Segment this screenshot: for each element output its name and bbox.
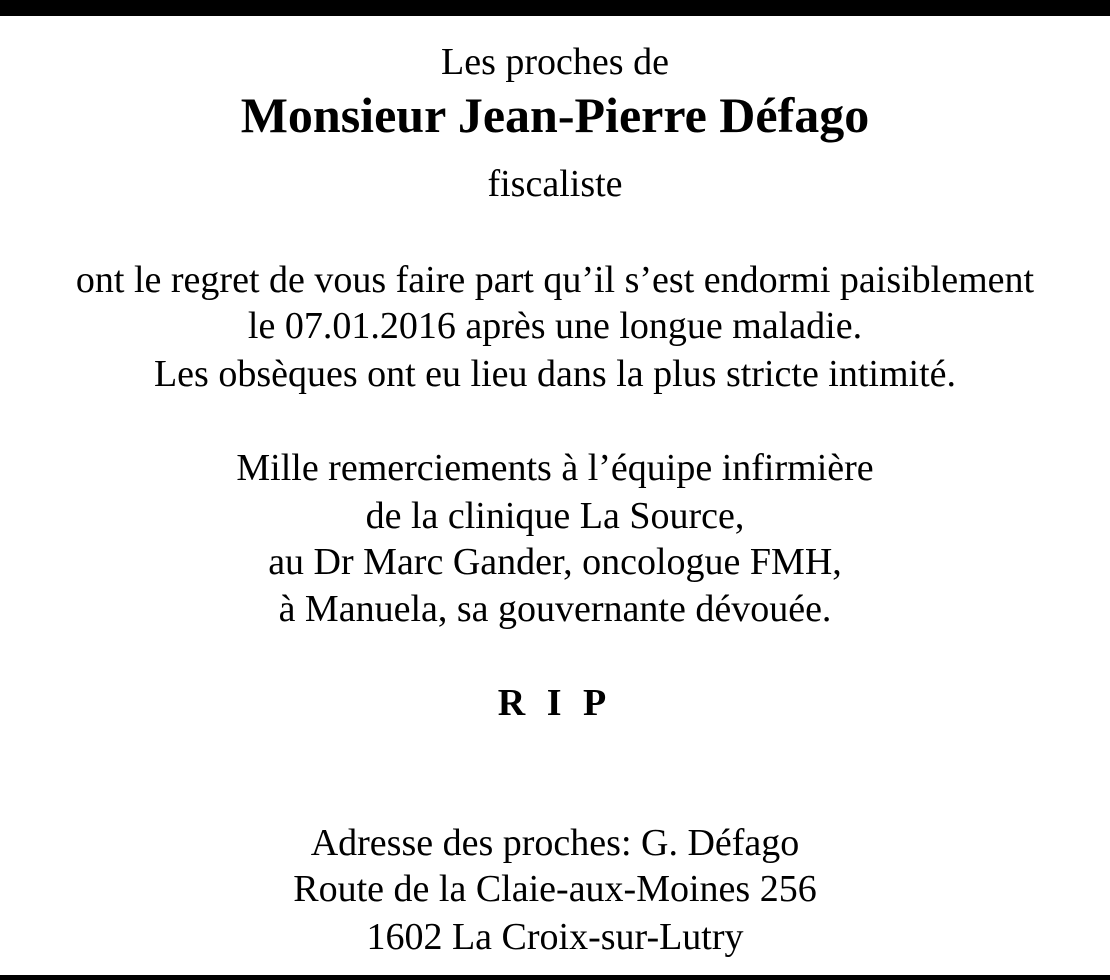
rip-text: R I P [497, 682, 613, 724]
thanks-line-2: de la clinique La Source, [365, 495, 745, 537]
top-border-rule [0, 0, 1110, 16]
announcement-line-1: ont le regret de vous faire part qu’il s’est endormi paisiblement [75, 259, 1035, 301]
profession-text: fiscaliste [487, 163, 623, 205]
thanks-line-4: à Manuela, sa gouvernante dévouée. [278, 588, 832, 630]
announcement-line-2: le 07.01.2016 après une longue maladie. [247, 305, 863, 347]
thanks-line-3: au Dr Marc Gander, oncologue FMH, [268, 541, 842, 583]
address-line-1: Adresse des proches: G. Défago [310, 822, 800, 864]
bottom-border-rule [0, 975, 1110, 980]
announcement-line-3: Les obsèques ont eu lieu dans la plus stricte intimité. [153, 353, 957, 395]
address-line-3: 1602 La Croix-sur-Lutry [366, 916, 744, 958]
intro-text: Les proches de [441, 41, 669, 83]
thanks-line-1: Mille remerciements à l’équipe infirmière [236, 447, 874, 489]
deceased-name: Monsieur Jean-Pierre Défago [240, 87, 870, 143]
address-line-2: Route de la Claie-aux-Moines 256 [293, 868, 817, 910]
